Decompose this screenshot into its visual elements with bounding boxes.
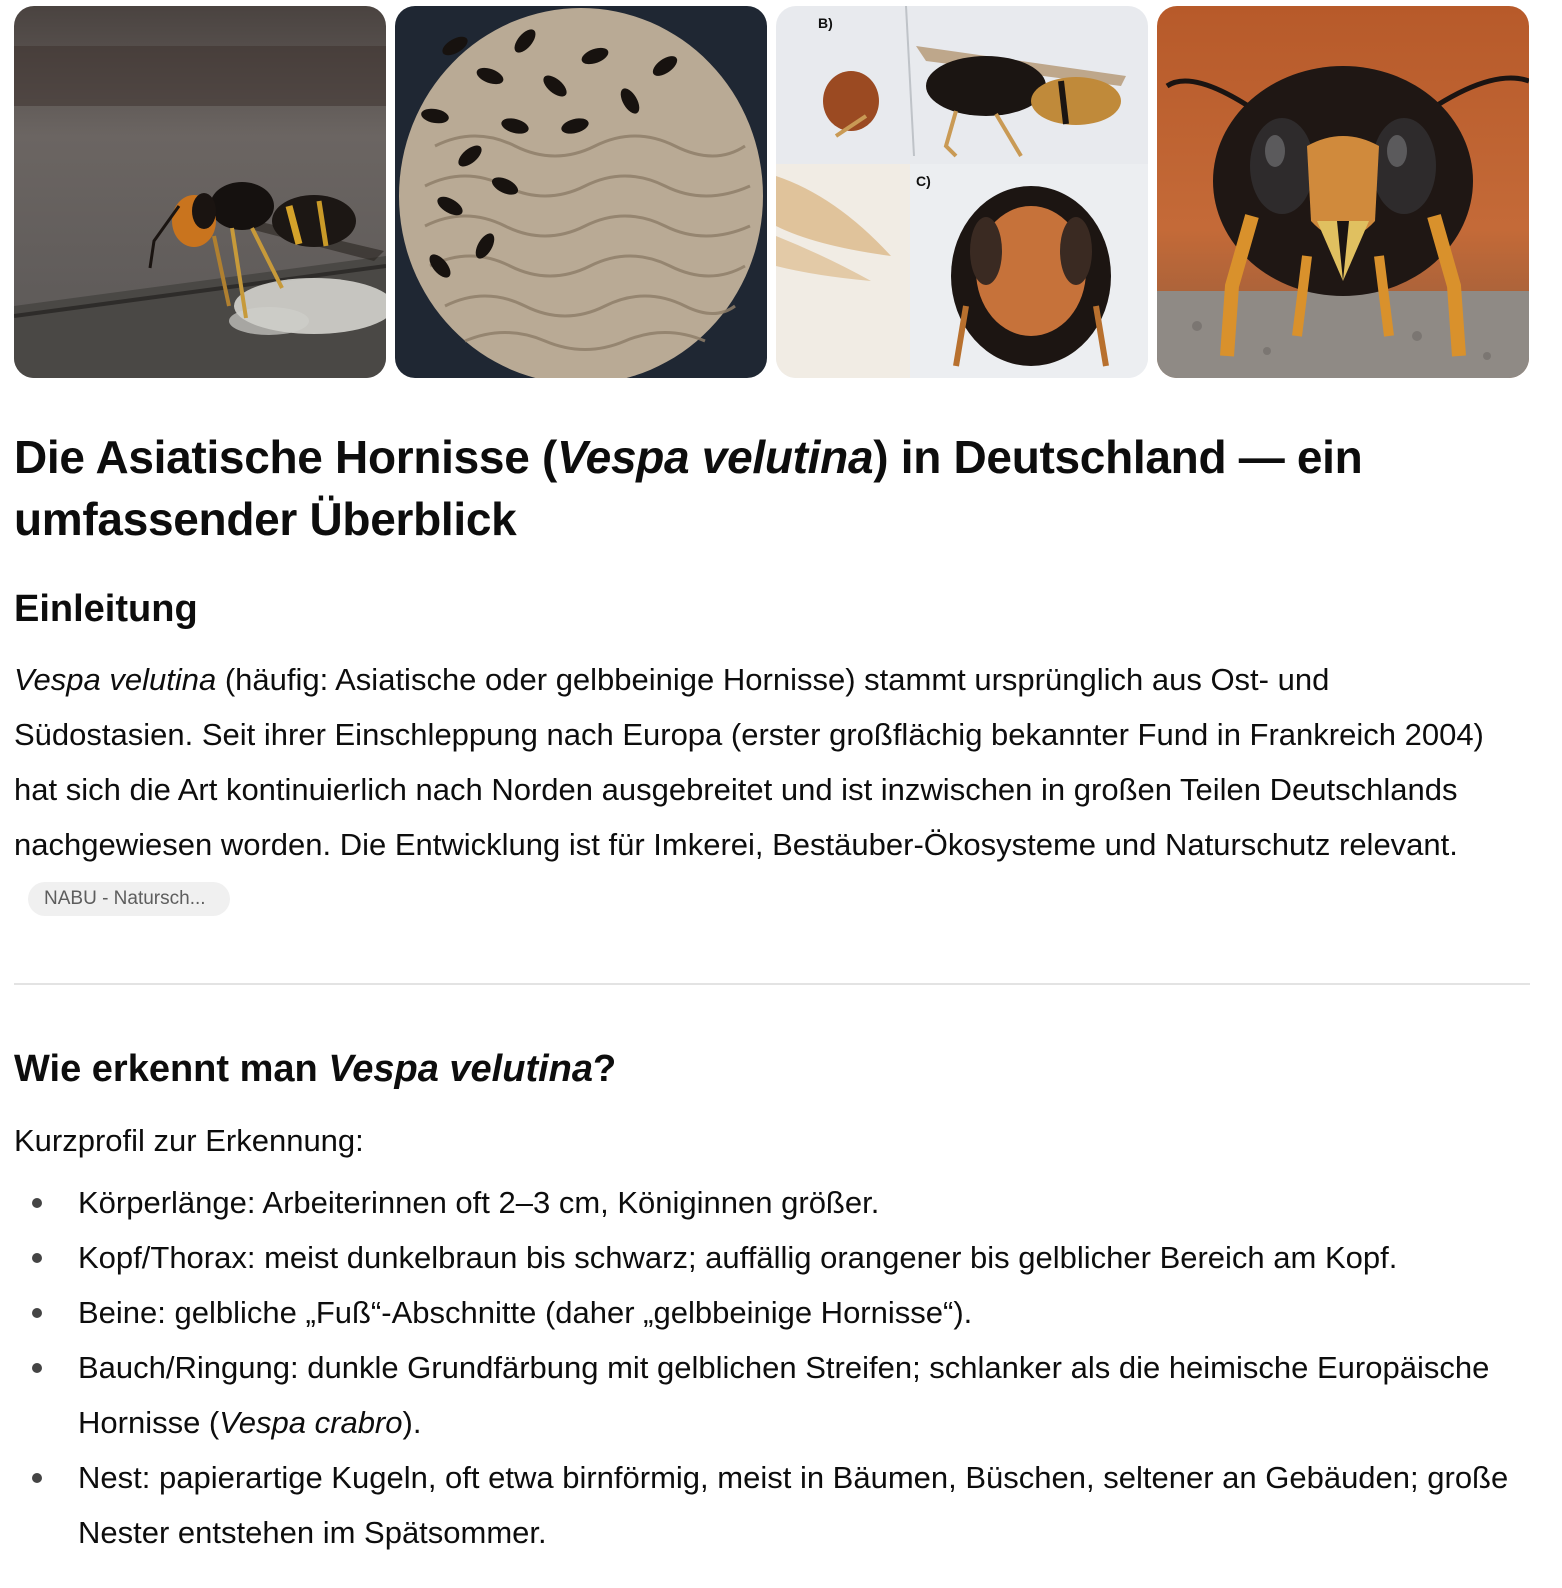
recognition-lead: Kurzprofil zur Erkennung: <box>14 1123 364 1158</box>
abdomen-text-post: ). <box>402 1405 422 1440</box>
collage-label-b: B) <box>818 15 833 31</box>
title-species-name: Vespa velutina <box>557 431 874 483</box>
hornet-face-closeup-photo[interactable] <box>1157 6 1529 378</box>
article-title <box>14 426 1514 550</box>
intro-paragraph <box>14 652 1514 927</box>
intro-species-name: Vespa velutina <box>14 662 217 697</box>
specimen-collage-photo[interactable] <box>776 6 1148 378</box>
list-item-nest: Nest: papierartige Kugeln, oft etwa birnförmig, meist in Bäumen, Büschen, seltener an Gebäuden; große Nester entstehen im Spätsommer. <box>0 1450 1530 1560</box>
list-item-legs: Beine: gelbliche „Fuß“-Abschnitte (daher „gelbbeinige Hornisse“). <box>0 1285 1530 1340</box>
title-text-post: ) in Deutschland — ein umfassender Überblick <box>14 431 1363 545</box>
intro-text: (häufig: Asiatische oder gelbbeinige Hornisse) stammt ursprünglich aus Ost- und Südostasien. Seit ihrer Einschleppung nach Europa (erster großflächig bekannter Fund in Frankreich 2004) hat sich die Art kontinuierlich nach Norden ausgebreitet und ist inzwischen in großen Teilen Deutschlands nachgewiesen worden. Die Entwicklung ist für Imkerei, Bestäuber-Ökosysteme und Naturschutz relevant. <box>14 662 1484 862</box>
abdomen-text-pre: Bauch/Ringung: dunkle Grundfärbung mit gelblichen Streifen; schlanker als die heimische Europäische Hornisse ( <box>78 1350 1490 1440</box>
abdomen-species-name: Vespa crabro <box>219 1405 403 1440</box>
image-gallery <box>14 6 1530 378</box>
hornet-on-wood-image <box>14 6 386 378</box>
collage-label-c: C) <box>916 173 931 189</box>
list-item-body-length: Körperlänge: Arbeiterinnen oft 2–3 cm, Königinnen größer. <box>0 1175 1530 1230</box>
source-chip-nabu[interactable]: NABU - Natursch... <box>28 882 230 916</box>
recognition-heading-post: ? <box>593 1048 617 1090</box>
section-heading-recognition <box>14 1046 616 1092</box>
hornet-on-wood-photo[interactable] <box>14 6 386 378</box>
section-divider <box>14 983 1530 985</box>
recognition-list <box>0 1175 1530 1560</box>
recognition-heading-species: Vespa velutina <box>328 1048 594 1090</box>
list-item-abdomen <box>0 1340 1530 1450</box>
hornet-face-closeup-image <box>1157 6 1529 378</box>
hornet-nest-photo[interactable] <box>395 6 767 378</box>
recognition-heading-pre: Wie erkennt man <box>14 1048 329 1090</box>
title-text-pre: Die Asiatische Hornisse ( <box>14 431 557 483</box>
list-item-head-thorax: Kopf/Thorax: meist dunkelbraun bis schwarz; auffällig orangener bis gelblicher Bereich am Kopf. <box>0 1230 1530 1285</box>
specimen-collage-image <box>776 6 1148 378</box>
hornet-nest-image <box>395 6 767 378</box>
section-heading-einleitung: Einleitung <box>14 588 198 630</box>
